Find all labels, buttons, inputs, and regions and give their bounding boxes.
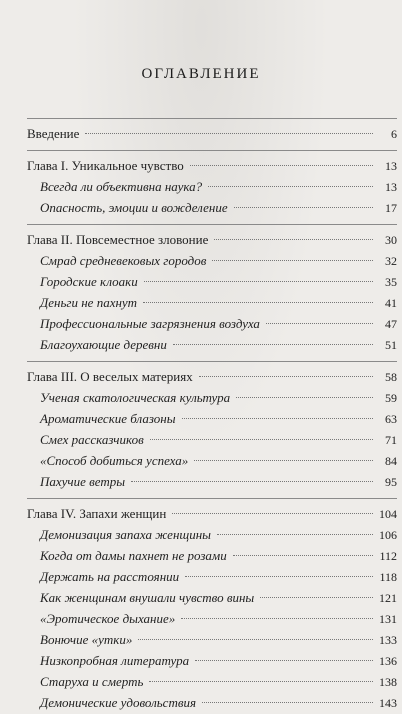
toc-page-number: 133	[379, 633, 397, 647]
leader-dots	[234, 207, 373, 208]
toc-section-title: Ученая скатологическая культура	[40, 390, 231, 405]
toc-page-number: 84	[385, 454, 397, 468]
toc-page-number: 30	[385, 233, 397, 247]
toc-page-number: 121	[379, 591, 397, 605]
toc-section-title: Демонизация запаха женщины	[40, 527, 211, 542]
toc-section-entry	[27, 629, 397, 650]
leader-dots	[208, 186, 373, 187]
leader-dots	[173, 344, 373, 345]
toc-page-number: 143	[379, 696, 397, 710]
toc-section-title: Вонючие «утки»	[40, 632, 133, 647]
toc-section-title: Деньги не пахнут	[40, 295, 138, 310]
leader-dots	[181, 618, 373, 619]
toc-chapter-title: Глава II. Повсеместное зловоние	[27, 232, 209, 247]
toc-section-title: Всегда ли объективна наука?	[40, 179, 203, 194]
toc-page-number: 32	[385, 254, 397, 268]
toc-section-title: Опасность, эмоции и вожделение	[40, 200, 228, 215]
toc-chapter-title: Глава I. Уникальное чувство	[27, 158, 184, 173]
leader-dots	[217, 534, 373, 535]
leader-dots	[185, 576, 373, 577]
toc-chapter-entry	[27, 503, 397, 524]
leader-dots	[150, 439, 373, 440]
toc-section-title: «Способ добиться успеха»	[40, 453, 189, 468]
toc-section-entry	[27, 524, 397, 545]
toc-section-entry	[27, 545, 397, 566]
toc-section-title: Когда от дамы пахнет не розами	[40, 548, 227, 563]
toc-chapter-entry	[27, 123, 397, 144]
toc-section-title: Ароматические блазоны	[40, 411, 176, 426]
toc-page-number: 13	[385, 159, 397, 173]
leader-dots	[260, 597, 373, 598]
toc-section-entry	[27, 334, 397, 355]
toc-page-number: 59	[385, 391, 397, 405]
leader-dots	[172, 513, 373, 514]
toc-page-number: 138	[379, 675, 397, 689]
leader-dots	[149, 681, 373, 682]
toc-section-entry	[27, 408, 397, 429]
leader-dots	[143, 302, 373, 303]
toc-page-number: 131	[379, 612, 397, 626]
toc-page-number: 118	[379, 570, 397, 584]
page-title: ОГЛАВЛЕНИЕ	[141, 66, 261, 82]
toc-section-title: Держать на расстоянии	[40, 569, 180, 584]
toc-section-entry	[27, 429, 397, 450]
toc-page-number: 51	[385, 338, 397, 352]
toc-page-number: 6	[391, 127, 397, 141]
toc-chapter-entry	[27, 366, 397, 387]
toc-chapter-entry	[27, 229, 397, 250]
leader-dots	[144, 281, 373, 282]
leader-dots	[214, 239, 373, 240]
toc-chapter	[27, 498, 397, 713]
toc-section-title: Демонические удовольствия	[40, 695, 197, 710]
toc-section-entry	[27, 250, 397, 271]
toc-section-title: Смрад средневековых городов	[40, 253, 207, 268]
toc-section-title: Как женщинам внушали чувство вины	[40, 590, 255, 605]
leader-dots	[194, 460, 373, 461]
toc-page-number: 136	[379, 654, 397, 668]
toc-page-number: 104	[379, 507, 397, 521]
table-of-contents	[27, 118, 397, 713]
leader-dots	[266, 323, 373, 324]
toc-page-number: 17	[385, 201, 397, 215]
toc-chapter	[27, 224, 397, 355]
toc-section-title: Городские клоаки	[40, 274, 138, 289]
toc-page-number: 95	[385, 475, 397, 489]
toc-section-entry	[27, 692, 397, 713]
toc-page-number: 47	[385, 317, 397, 331]
toc-section-title: Смех рассказчиков	[40, 432, 144, 447]
toc-page-number: 58	[385, 370, 397, 384]
toc-section-entry	[27, 292, 397, 313]
toc-chapter-title: Введение	[27, 126, 80, 141]
leader-dots	[212, 260, 373, 261]
toc-section-title: «Эротическое дыхание»	[40, 611, 176, 626]
toc-page-number: 71	[385, 433, 397, 447]
toc-section-title: Пахучие ветры	[40, 474, 126, 489]
toc-section-title: Низкопробная литература	[40, 653, 190, 668]
toc-section-entry	[27, 313, 397, 334]
leader-dots	[202, 702, 373, 703]
leader-dots	[199, 376, 373, 377]
toc-chapter	[27, 150, 397, 218]
toc-section-entry	[27, 587, 397, 608]
toc-section-title: Профессиональные загрязнения воздуха	[40, 316, 260, 331]
toc-page-number: 41	[385, 296, 397, 310]
toc-section-entry	[27, 566, 397, 587]
toc-section-entry	[27, 471, 397, 492]
toc-chapter	[27, 361, 397, 492]
toc-section-entry	[27, 450, 397, 471]
leader-dots	[138, 639, 373, 640]
leader-dots	[182, 418, 374, 419]
toc-page-number: 106	[379, 528, 397, 542]
toc-chapter-title: Глава IV. Запахи женщин	[27, 506, 167, 521]
toc-chapter-entry	[27, 155, 397, 176]
toc-chapter	[27, 118, 397, 144]
toc-page-number: 63	[385, 412, 397, 426]
toc-section-title: Старуха и смерть	[40, 674, 144, 689]
toc-page-number: 35	[385, 275, 397, 289]
toc-section-entry	[27, 176, 397, 197]
toc-section-entry	[27, 671, 397, 692]
toc-section-entry	[27, 197, 397, 218]
leader-dots	[131, 481, 373, 482]
toc-chapter-title: Глава III. О веселых материях	[27, 369, 193, 384]
leader-dots	[236, 397, 373, 398]
toc-section-title: Благоухающие деревни	[40, 337, 167, 352]
leader-dots	[190, 165, 373, 166]
toc-section-entry	[27, 271, 397, 292]
leader-dots	[195, 660, 373, 661]
toc-section-entry	[27, 650, 397, 671]
toc-section-entry	[27, 608, 397, 629]
toc-section-entry	[27, 387, 397, 408]
leader-dots	[233, 555, 373, 556]
toc-page-number: 112	[379, 549, 397, 563]
leader-dots	[85, 133, 373, 134]
toc-page-number: 13	[385, 180, 397, 194]
